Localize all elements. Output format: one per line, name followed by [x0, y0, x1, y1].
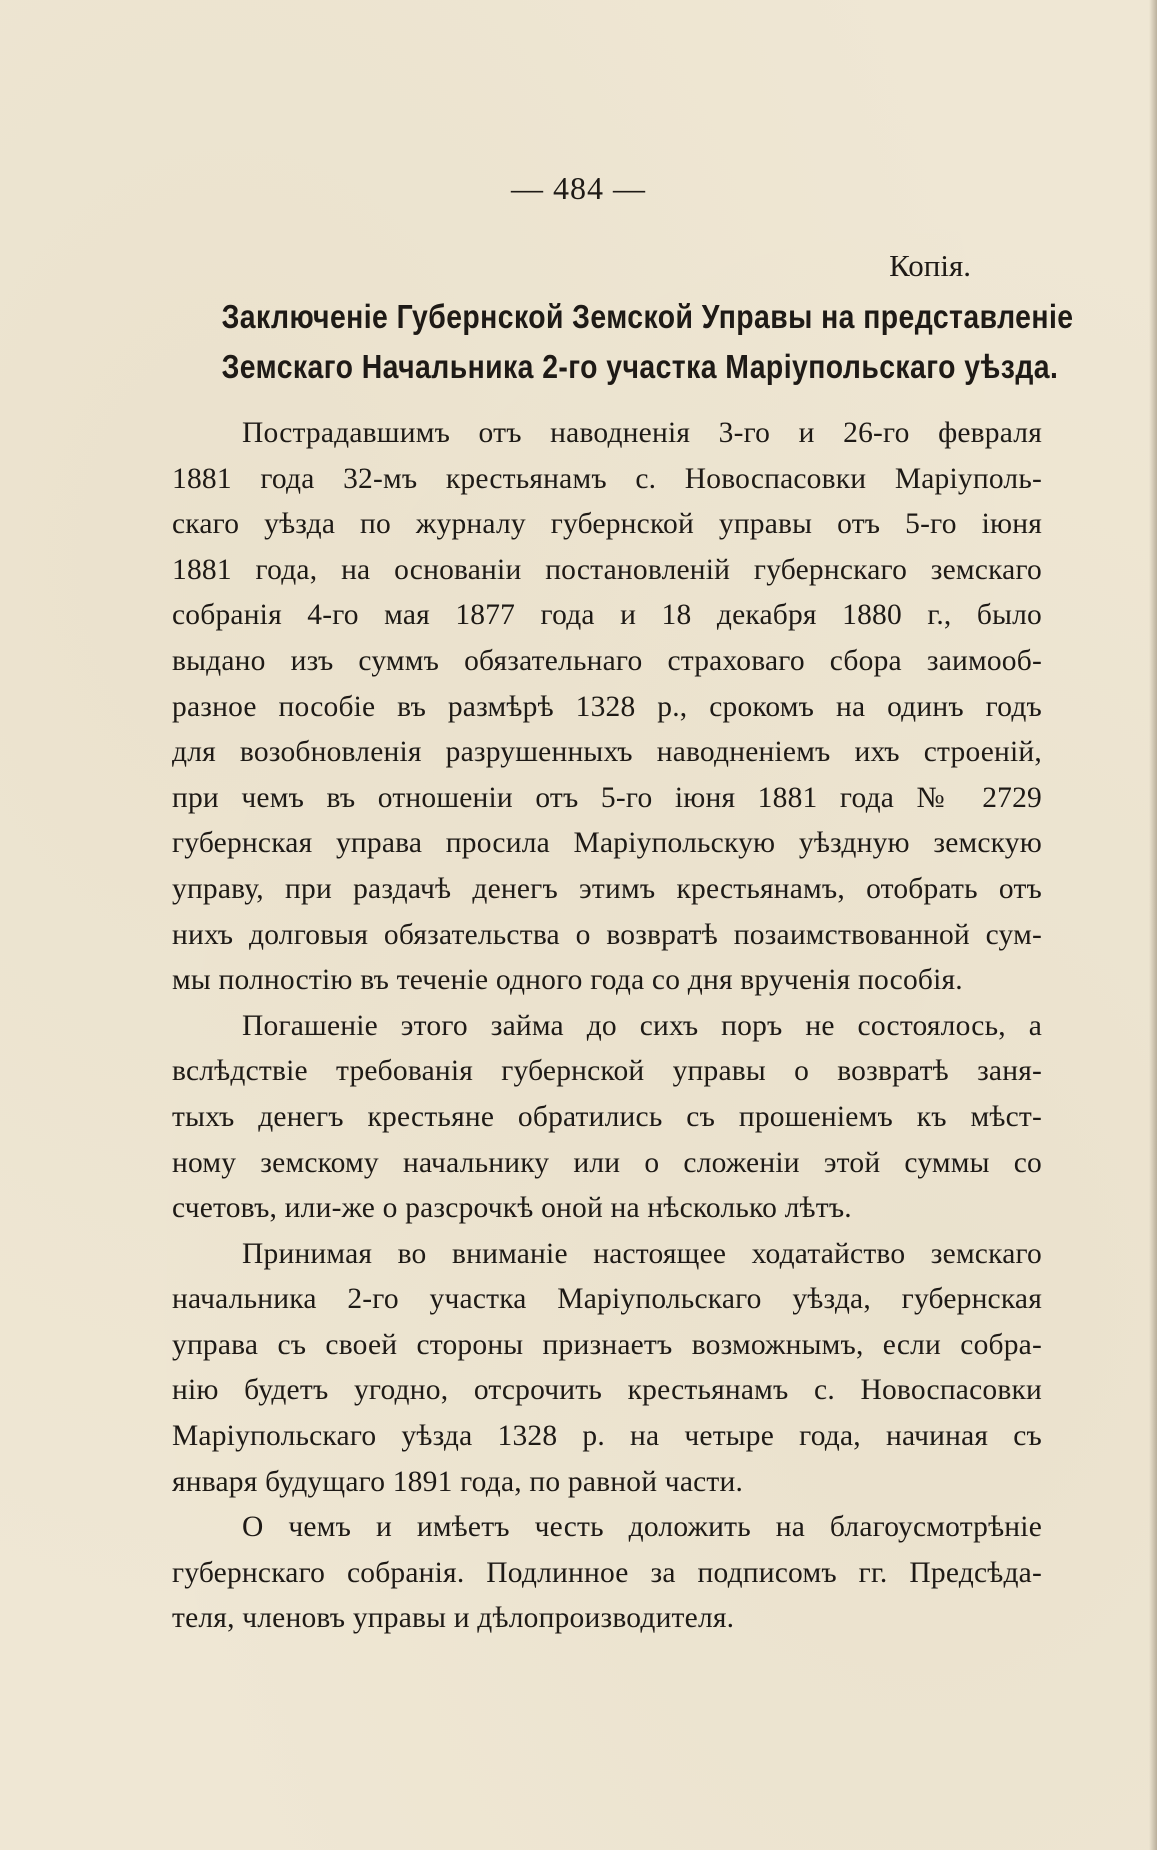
text-line: собранія 4-го мая 1877 года и 18 декабря 1880 г., было: [172, 599, 1042, 632]
text-line: Погашеніе этого займа до сихъ поръ не состоялось, а: [242, 1009, 1042, 1042]
text-line: тыхъ денегъ крестьяне обратились съ прошеніемъ къ мѣст-: [172, 1100, 1042, 1133]
text-line: начальника 2-го участка Маріупольскаго уѣзда, губернская: [172, 1283, 1042, 1316]
title-line-2: Земскаго Начальника 2-го участка Маріупольскаго уѣзда.: [221, 348, 1059, 385]
text-line: губернская управа просила Маріупольскую уѣздную земскую: [172, 827, 1042, 860]
text-line: управу, при раздачѣ денегъ этимъ крестьянамъ, отобрать отъ: [172, 872, 1042, 905]
text-line: скаго уѣзда по журналу губернской управы отъ 5-го іюня: [172, 508, 1042, 541]
copy-label: Копія.: [889, 248, 971, 283]
text-line: при чемъ въ отношеніи отъ 5-го іюня 1881 года № 2729: [172, 781, 1042, 814]
text-line: для возобновленія разрушенныхъ наводненіемъ ихъ строеній,: [172, 736, 1042, 769]
text-line: Пострадавшимъ отъ наводненія 3-го и 26-го февраля: [242, 417, 1042, 449]
text-line: мы полностію въ теченіе одного года со дня врученія пособія.: [172, 964, 963, 997]
text-line: 1881 года 32-мъ крестьянамъ с. Новоспасовки Маріуполь-: [172, 462, 1042, 495]
text-line: Принимая во вниманіе настоящее ходатайство земскаго: [242, 1237, 1042, 1270]
paragraph-4: [172, 1505, 1042, 1642]
text-line: счетовъ, или-же о разсрочкѣ оной на нѣсколько лѣтъ.: [172, 1192, 852, 1225]
title-line-1: Заключеніе Губернской Земской Управы на представленіе: [221, 298, 1074, 335]
paragraph-1: [172, 411, 1042, 1004]
text-line: О чемъ и имѣетъ честь доложить на благоусмотрѣніе: [242, 1511, 1042, 1544]
text-line: губернскаго собранія. Подлинное за подписомъ гг. Предсѣда-: [172, 1556, 1042, 1589]
text-line: нихъ долговыя обязательства о возвратѣ позаимствованной сум-: [172, 918, 1042, 951]
text-line: нію будетъ угодно, отсрочить крестьянамъ с. Новоспасовки: [172, 1374, 1042, 1407]
text-line: января будущаго 1891 года, по равной части.: [172, 1465, 744, 1498]
paragraph-3: [172, 1232, 1042, 1506]
page-number: — 484 —: [511, 170, 646, 206]
text-line: Маріупольскаго уѣзда 1328 р. на четыре года, начиная съ: [172, 1420, 1042, 1453]
text-line: вслѣдствіе требованія губернской управы о возвратѣ заня-: [172, 1055, 1042, 1088]
document-title: [221, 292, 1074, 392]
text-line: разное пособіе въ размѣрѣ 1328 р., срокомъ на одинъ годъ: [172, 690, 1042, 723]
text-line: теля, членовъ управы и дѣлопроизводителя.: [172, 1602, 735, 1635]
page-edge-shadow: [1149, 0, 1157, 1850]
text-line: управа съ своей стороны признаетъ возможнымъ, если собра-: [172, 1328, 1042, 1361]
paragraph-2: [172, 1004, 1042, 1232]
text-line: выдано изъ суммъ обязательнаго страховаго сбора заимооб-: [172, 644, 1042, 677]
document-body: [172, 411, 1042, 1642]
text-line: ному земскому начальнику или о сложеніи этой суммы со: [172, 1146, 1042, 1179]
text-line: 1881 года, на основаніи постановленій губернскаго земскаго: [172, 553, 1042, 586]
